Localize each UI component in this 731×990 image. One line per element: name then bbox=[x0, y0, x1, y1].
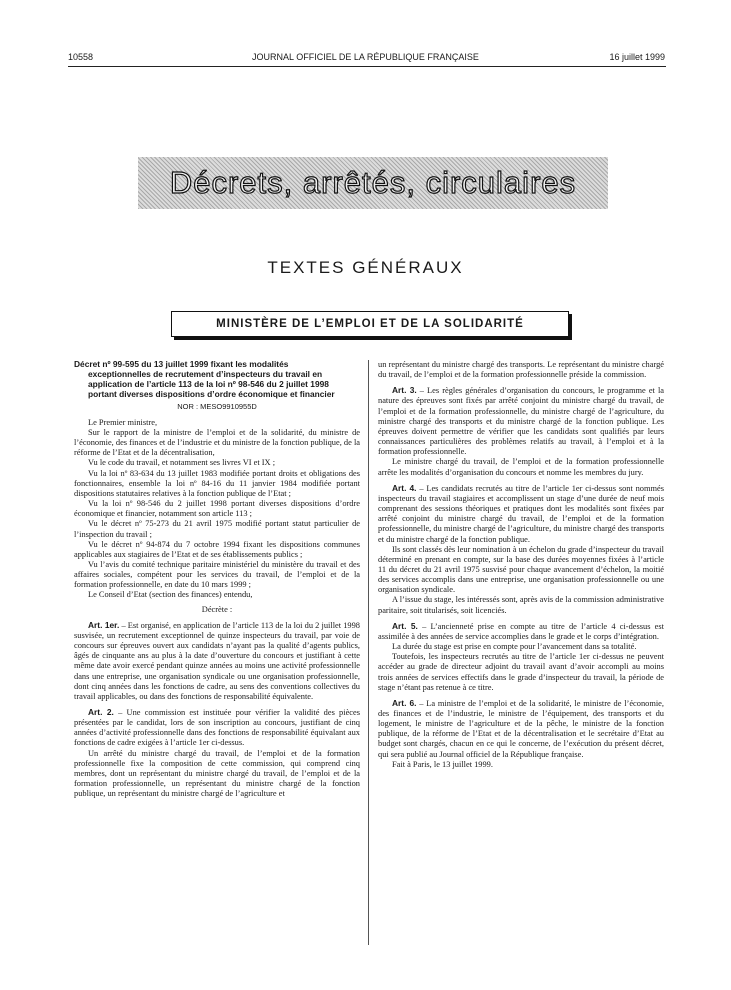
paragraph-text: Sur le rapport de la ministre de l’emploi et de la solidarité, du ministre de l’économie, des finances et de l’industrie et du ministre de la fonction publique, de la réforme de l’Etat et de la décentralisation, bbox=[74, 427, 360, 458]
text-paragraph bbox=[378, 652, 664, 693]
left-column bbox=[74, 360, 360, 799]
text-paragraph bbox=[378, 760, 664, 770]
header-rule bbox=[68, 66, 666, 67]
paragraph-text: – Une commission est instituée pour vérifier la validité des pièces présentées par le candidat, lors de son inscription au concours, justifiant de cinq années d’activité professionnelle dans des fonctions de responsabilité équivalant aux fonctions de cadre exigées à l’article 1er ci-dessus. bbox=[74, 708, 360, 748]
article-label: Art. 1er. bbox=[88, 619, 120, 630]
right-column bbox=[378, 360, 664, 770]
text-paragraph bbox=[74, 428, 360, 458]
article-paragraph bbox=[74, 707, 360, 749]
paragraph-text: Ils sont classés dès leur nomination à un échelon du grade d’inspecteur du travail déterminé en prenant en compte, sur la base des durées moyennes fixées à l’article 11 du décret du 21 avril 1975 susvisé pour chaque avancement d’échelon, la moitié des services accomplis dans une entreprise, une organisation professionnelle ou une organisation syndicale. bbox=[378, 544, 664, 595]
paragraph-text: Vu le code du travail, et notamment ses livres VI et IX ; bbox=[88, 458, 276, 468]
text-paragraph bbox=[378, 360, 664, 380]
issue-date: 16 juillet 1999 bbox=[609, 52, 665, 62]
text-paragraph bbox=[74, 590, 360, 600]
ministry-heading bbox=[171, 311, 569, 337]
article-label: Art. 6. bbox=[392, 697, 417, 708]
paragraph-text: – L’ancienneté prise en compte au titre de l’article 4 ci-dessus est assimilée à des années de service accomplies dans le grade et le corps d’intégration. bbox=[378, 621, 664, 641]
article-label: Art. 3. bbox=[392, 385, 417, 396]
paragraph-text: – Est organisé, en application de l’article 113 de la loi du 2 juillet 1998 susvisée, un recrutement exceptionnel de quinze inspecteurs du travail, par voie de concours sur épreuves ouvert aux candidats n’ayant pas la qualité d’agents publics, âgés de cinquante ans au plus à la date d’ouverture du concours et justifiant à cette même date avoir exercé pendant quinze années au moins une activité professionnelle dans une entreprise, une organisation syndicale ou une organisation professionnelle, dont cinq années dans les fonctions de cadre, au sens des conventions collectives du travail applicables, ou dans des fonctions de responsabilité équivalente. bbox=[74, 620, 360, 701]
text-paragraph bbox=[74, 540, 360, 560]
text-paragraph bbox=[74, 499, 360, 519]
decree-title-rest: exceptionnelles de recrutement d’inspecteurs du travail en application de l’article 113 de la loi nº 98-546 du 2 juillet 1998 portant diverses dispositions d’ordre économique et financier bbox=[88, 368, 335, 399]
article-label: Art. 5. bbox=[392, 620, 418, 631]
article-label: Art. 4. bbox=[392, 482, 417, 493]
paragraph-text: Le Premier ministre, bbox=[88, 417, 158, 427]
text-paragraph bbox=[74, 519, 360, 539]
paragraph-text: – Les candidats recrutés au titre de l’article 1er ci-dessus sont nommés inspecteurs du travail stagiaires et accomplissent un stage d’une durée de neuf mois comprenant des sessions théoriques et pratiques dont les modalités sont fixées par arrêté conjoint du ministre chargé du travail, de l’emploi et de la formation professionnelle, du ministre chargé de l’agriculture, du ministre chargé des transports et du ministre chargé de la fonction publique. bbox=[378, 483, 664, 544]
text-paragraph bbox=[74, 560, 360, 590]
text-paragraph bbox=[74, 458, 360, 468]
paragraph-text: Vu le décret nº 75-273 du 21 avril 1975 modifié portant statut particulier de l’inspection du travail ; bbox=[74, 519, 360, 539]
decree-title-line1: Décret nº 99-595 du 13 juillet 1999 fixant les modalités bbox=[74, 359, 289, 369]
article-paragraph bbox=[74, 620, 360, 702]
paragraph-text: A l’issue du stage, les intéressés sont, après avis de la commission administrative paritaire, soit titularisés, soit licenciés. bbox=[378, 595, 664, 615]
text-paragraph bbox=[74, 605, 360, 615]
paragraph-text: Toutefois, les inspecteurs recrutés au titre de l’article 1er ci-dessus ne peuvent accéder au grade de directeur adjoint du travail avant d’avoir accompli au moins trois années de services effectifs dans le grade d’inspecteur du travail, la période de stage n’étant pas retenue à ce titre. bbox=[378, 652, 664, 692]
paragraph-text: La durée du stage est prise en compte pour l’avancement dans sa totalité. bbox=[392, 642, 637, 652]
decree-title bbox=[74, 360, 360, 400]
text-paragraph bbox=[378, 457, 664, 477]
text-paragraph bbox=[378, 642, 664, 652]
text-paragraph bbox=[378, 595, 664, 615]
page-number: 10558 bbox=[68, 52, 94, 62]
column-divider bbox=[368, 360, 369, 945]
article-paragraph bbox=[378, 698, 664, 760]
paragraph-text: Un arrêté du ministre chargé du travail, de l’emploi et de la formation professionnelle fixe la composition de cette commission, qui comprend cinq membres, dont un représentant du ministre chargé du travail, de l’emploi et de la formation professionnelle, un représentant du ministre chargé de la fonction publique, un représentant du ministre chargé de l’agriculture et bbox=[74, 748, 360, 799]
journal-title: JOURNAL OFFICIEL DE LA RÉPUBLIQUE FRANÇAISE bbox=[252, 52, 479, 62]
article-paragraph bbox=[378, 385, 664, 457]
paragraph-text: Vu l’avis du comité technique paritaire ministériel du ministère du travail et des affaires sociales, compétent pour les services du travail, de l’emploi et de la formation professionnelle, en date du 10 mars 1999 ; bbox=[74, 559, 360, 590]
paragraph-text: – Les règles générales d’organisation du concours, le programme et la nature des épreuves sont fixés par arrêté conjoint du ministre chargé du travail, de l’emploi et de la formation professionnelle, du ministre chargé de l’agriculture, du ministre chargé des transports et du ministre chargé de la fonction publique. Les épreuves doivent permettre de vérifier que les candidats sont qualifiés par leurs connaissances particulières des problèmes relatifs au travail, à l’emploi et à la formation professionnelle. bbox=[378, 386, 664, 457]
paragraph-text: Le ministre chargé du travail, de l’emploi et de la formation professionnelle arrête les modalités d’organisation du concours et nomme les membres du jury. bbox=[378, 457, 664, 477]
article-paragraph bbox=[378, 621, 664, 642]
section-title: TEXTES GÉNÉRAUX bbox=[267, 258, 464, 277]
article-paragraph bbox=[378, 483, 664, 545]
paragraph-text: Vu la loi nº 98-546 du 2 juillet 1998 portant diverses dispositions d’ordre économique et financier, notamment son article 113 ; bbox=[74, 499, 360, 519]
section-banner bbox=[138, 157, 608, 209]
text-paragraph bbox=[74, 469, 360, 499]
text-paragraph bbox=[74, 418, 360, 428]
paragraph-text: un représentant du ministre chargé des transports. Le représentant du ministre chargé du travail, de l’emploi et de la formation professionnelle préside la commission. bbox=[378, 360, 664, 380]
paragraph-text: Le Conseil d’Etat (section des finances) entendu, bbox=[88, 590, 253, 600]
paragraph-text: Décrète : bbox=[201, 604, 233, 614]
text-paragraph bbox=[378, 545, 664, 596]
text-paragraph bbox=[74, 749, 360, 800]
article-label: Art. 2. bbox=[88, 707, 114, 717]
paragraph-text: Fait à Paris, le 13 juillet 1999. bbox=[392, 759, 493, 769]
paragraph-text: Vu la loi nº 83-634 du 13 juillet 1983 modifiée portant droits et obligations des fonctionnaires, ensemble la loi nº 84-16 du 11 janvier 1984 modifiée portant dispositions statutaires relatives à la fonction publique de l’Etat ; bbox=[74, 468, 360, 498]
ministry-name: MINISTÈRE DE L’EMPLOI ET DE LA SOLIDARITÉ bbox=[216, 318, 524, 330]
paragraph-text: – La ministre de l’emploi et de la solidarité, le ministre de l’économie, des finances et de l’industrie, le ministre de l’équipement, des transports et du logement, le ministre de l’agriculture et de la pêche, le ministre de la fonction publique, de la réforme de l’Etat et de la décentralisation et le secrétaire d’Etat au budget sont chargés, chacun en ce qui le concerne, de l’exécution du présent décret, qui sera publié au Journal officiel de la République française. bbox=[378, 698, 664, 759]
paragraph-text: Vu le décret nº 94-874 du 7 octobre 1994 fixant les dispositions communes applicables aux stagiaires de l’Etat et de ses établissements publics ; bbox=[74, 539, 360, 559]
banner-text: Décrets, arrêtés, circulaires bbox=[169, 165, 577, 200]
nor-reference: NOR : MESO9910955D bbox=[177, 401, 257, 411]
